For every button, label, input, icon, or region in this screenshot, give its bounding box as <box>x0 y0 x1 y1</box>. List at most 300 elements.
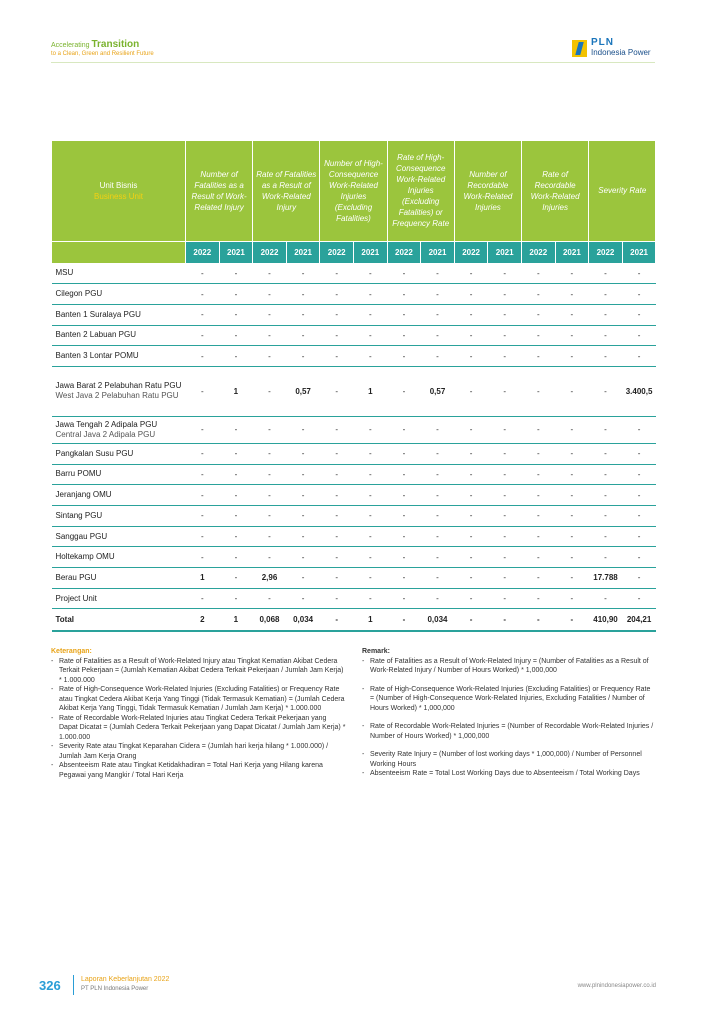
logo-sub: Indonesia Power <box>591 48 651 57</box>
value-cell: - <box>454 568 488 589</box>
value-cell: - <box>488 464 522 485</box>
col-header: Rate of High-Consequence Work-Related Injuries (Excluding Fatalities) or Frequency Rate <box>387 141 454 241</box>
value-cell: - <box>186 464 220 485</box>
value-cell: - <box>253 464 287 485</box>
value-cell: - <box>521 609 555 631</box>
k3-injury-table <box>51 141 656 632</box>
value-cell: - <box>354 443 388 464</box>
value-cell: - <box>354 304 388 325</box>
value-cell: - <box>589 464 623 485</box>
col-header: Severity Rate <box>589 141 656 241</box>
value-cell: - <box>555 506 589 527</box>
note-item: - Rate of Fatalities as a Result of Work-Related Injury = (Number of Fatalities as a Result of Work-Related Injury / Number of Hours Worked) * 1,000,000 <box>362 657 656 676</box>
value-cell: - <box>286 443 320 464</box>
value-cell: - <box>454 485 488 506</box>
value-cell: - <box>320 366 354 416</box>
year-header-row <box>52 241 656 263</box>
value-cell: - <box>488 547 522 568</box>
value-cell: - <box>421 568 455 589</box>
value-cell: - <box>521 464 555 485</box>
value-cell: - <box>354 325 388 346</box>
value-cell: - <box>219 304 253 325</box>
value-cell: - <box>219 263 253 284</box>
table-row <box>52 464 656 485</box>
value-cell: - <box>253 263 287 284</box>
value-cell: - <box>387 416 421 443</box>
value-cell: - <box>521 284 555 305</box>
value-cell: - <box>186 485 220 506</box>
tagline-line2: to a Clean, Green and Resilient Future <box>51 51 154 57</box>
value-cell: - <box>320 609 354 631</box>
value-cell: - <box>387 346 421 367</box>
note-item: - Absenteeism Rate atau Tingkat Ketidakhadiran = Total Hari Kerja yang Hilang karena Pegawai yang Mangkir / Total Hari Kerja <box>51 761 346 780</box>
value-cell: - <box>387 547 421 568</box>
value-cell: - <box>219 325 253 346</box>
value-cell: - <box>454 366 488 416</box>
year-header: 2021 <box>488 241 522 263</box>
value-cell: - <box>454 325 488 346</box>
value-cell: - <box>186 526 220 547</box>
value-cell: - <box>253 416 287 443</box>
notes-indonesian <box>51 647 346 780</box>
value-cell: - <box>589 346 623 367</box>
value-cell: - <box>421 485 455 506</box>
unit-name-cell <box>52 506 186 527</box>
year-header: 2021 <box>622 241 656 263</box>
unit-name: Cilegon PGU <box>55 289 103 299</box>
value-cell: - <box>186 443 220 464</box>
value-cell: - <box>320 416 354 443</box>
unit-name: Holtekamp OMU <box>55 552 115 562</box>
value-cell: - <box>354 346 388 367</box>
value-cell: - <box>186 263 220 284</box>
value-cell: - <box>186 304 220 325</box>
unit-name-cell <box>52 547 186 568</box>
value-cell: - <box>622 443 656 464</box>
value-cell: - <box>219 485 253 506</box>
value-cell: - <box>387 506 421 527</box>
value-cell: - <box>589 443 623 464</box>
table-row <box>52 346 656 367</box>
value-cell: - <box>320 526 354 547</box>
unit-name: Barru POMU <box>55 469 102 479</box>
unit-name-cell <box>52 304 186 325</box>
value-cell: - <box>622 588 656 609</box>
table-row <box>52 609 656 631</box>
note-item: - Rate of Fatalities as a Result of Work-Related Injury atau Tingkat Kematian Akibat Cedera Terkait Pekerjaan = (Jumlah Kematian Akibat Cedera Terkait Pekerjaan / Jumlah Jam Kerja) * 1.000.000 <box>51 657 346 686</box>
value-cell: - <box>555 568 589 589</box>
table-row <box>52 366 656 416</box>
website-url: www.plnindonesiapower.co.id <box>577 983 656 989</box>
value-cell: - <box>589 547 623 568</box>
table-row <box>52 568 656 589</box>
col-header: Rate of Recordable Work-Related Injuries <box>521 141 588 241</box>
value-cell: - <box>219 506 253 527</box>
value-cell: - <box>354 263 388 284</box>
value-cell: - <box>286 526 320 547</box>
value-cell: - <box>488 366 522 416</box>
value-cell: - <box>286 416 320 443</box>
note-item: - Rate of High-Consequence Work-Related Injuries (Excluding Fatalities) or Frequency Rate atau Tingkat Cedera Akibat Kerja Yang Tinggi (Tidak Termasuk Kematian) = (Jumlah Cedera Akibat Kerja Yang Tinggi, Tidak Termasuk Kematian / Jumlah Jam Kerja) * 1.000.000 <box>51 685 346 714</box>
value-cell: - <box>219 547 253 568</box>
value-cell: - <box>521 588 555 609</box>
value-cell: 204,21 <box>622 609 656 631</box>
value-cell: - <box>387 263 421 284</box>
value-cell: - <box>589 284 623 305</box>
value-cell: - <box>421 464 455 485</box>
value-cell: - <box>320 263 354 284</box>
value-cell: - <box>219 464 253 485</box>
value-cell: - <box>622 416 656 443</box>
table-row <box>52 416 656 443</box>
value-cell: - <box>354 416 388 443</box>
value-cell: - <box>589 588 623 609</box>
value-cell: - <box>521 263 555 284</box>
unit-name: Banten 2 Labuan PGU <box>55 330 137 340</box>
year-header: 2021 <box>219 241 253 263</box>
value-cell: - <box>421 304 455 325</box>
header-divider <box>51 62 655 63</box>
value-cell: - <box>454 416 488 443</box>
value-cell: - <box>589 263 623 284</box>
value-cell: - <box>555 464 589 485</box>
table-row <box>52 588 656 609</box>
value-cell: 1 <box>354 366 388 416</box>
tagline-prefix: Accelerating <box>51 42 90 49</box>
value-cell: - <box>286 588 320 609</box>
value-cell: - <box>320 547 354 568</box>
value-cell: - <box>320 304 354 325</box>
tagline-word: Transition <box>91 39 140 50</box>
value-cell: - <box>454 263 488 284</box>
value-cell: - <box>555 526 589 547</box>
year-header: 2022 <box>253 241 287 263</box>
value-cell: - <box>589 416 623 443</box>
value-cell: 1 <box>186 568 220 589</box>
unit-name: Sanggau PGU <box>55 531 108 541</box>
value-cell: - <box>555 547 589 568</box>
value-cell: - <box>589 485 623 506</box>
value-cell: - <box>354 485 388 506</box>
value-cell: 0,034 <box>421 609 455 631</box>
value-cell: - <box>186 346 220 367</box>
table-row <box>52 304 656 325</box>
value-cell: - <box>253 506 287 527</box>
year-header: 2021 <box>421 241 455 263</box>
table-row <box>52 263 656 284</box>
table-row <box>52 443 656 464</box>
business-unit-header: Unit Bisnis Business Unit <box>52 141 186 241</box>
value-cell: - <box>354 588 388 609</box>
value-cell: - <box>521 366 555 416</box>
value-cell: - <box>253 325 287 346</box>
col-header: Number of Recordable Work-Related Injuries <box>454 141 521 241</box>
value-cell: - <box>354 568 388 589</box>
value-cell: - <box>555 609 589 631</box>
value-cell: - <box>320 325 354 346</box>
value-cell: - <box>521 416 555 443</box>
value-cell: - <box>488 416 522 443</box>
value-cell: - <box>488 485 522 506</box>
year-header: 2021 <box>555 241 589 263</box>
year-header: 2022 <box>387 241 421 263</box>
value-cell: - <box>354 526 388 547</box>
value-cell: - <box>354 284 388 305</box>
value-cell: - <box>387 526 421 547</box>
value-cell: 0,57 <box>286 366 320 416</box>
table-body <box>52 263 656 631</box>
value-cell: - <box>320 346 354 367</box>
value-cell: - <box>219 284 253 305</box>
value-cell: - <box>488 609 522 631</box>
value-cell: - <box>454 547 488 568</box>
value-cell: - <box>589 304 623 325</box>
value-cell: 2,96 <box>253 568 287 589</box>
notes-english <box>362 647 656 779</box>
value-cell: - <box>521 526 555 547</box>
value-cell: - <box>555 304 589 325</box>
value-cell: - <box>488 346 522 367</box>
unit-name: Total <box>55 614 75 624</box>
unit-name: Jeranjang OMU <box>55 490 112 500</box>
value-cell: - <box>320 506 354 527</box>
header-tagline <box>51 40 154 59</box>
value-cell: - <box>622 568 656 589</box>
value-cell: - <box>186 325 220 346</box>
value-cell: - <box>286 304 320 325</box>
value-cell: - <box>219 346 253 367</box>
value-cell: - <box>555 284 589 305</box>
value-cell: - <box>454 284 488 305</box>
value-cell: - <box>521 485 555 506</box>
value-cell: - <box>253 284 287 305</box>
value-cell: - <box>421 325 455 346</box>
value-cell: - <box>454 443 488 464</box>
value-cell: - <box>387 609 421 631</box>
unit-name-cell <box>52 263 186 284</box>
page-number: 326 <box>39 978 61 993</box>
unit-name-cell <box>52 526 186 547</box>
value-cell: - <box>320 464 354 485</box>
value-cell: - <box>622 547 656 568</box>
notes-title: Remark: <box>362 648 391 655</box>
value-cell: - <box>454 464 488 485</box>
value-cell: - <box>186 284 220 305</box>
value-cell: - <box>253 485 287 506</box>
value-cell: - <box>555 443 589 464</box>
value-cell: - <box>253 526 287 547</box>
value-cell: - <box>488 588 522 609</box>
value-cell: - <box>219 443 253 464</box>
value-cell: - <box>488 526 522 547</box>
logo-name: PLN <box>591 37 614 48</box>
value-cell: - <box>286 485 320 506</box>
unit-name: MSU <box>55 268 74 278</box>
unit-name-cell <box>52 485 186 506</box>
value-cell: - <box>253 547 287 568</box>
note-item: - Rate of Recordable Work-Related Injuries = (Number of Recordable Work-Related Injuries / Number of Hours Worked) * 1,000,000 <box>362 722 656 741</box>
value-cell: - <box>555 346 589 367</box>
value-cell: - <box>589 325 623 346</box>
value-cell: - <box>555 325 589 346</box>
unit-name: Pangkalan Susu PGU <box>55 448 134 458</box>
value-cell: - <box>454 346 488 367</box>
value-cell: - <box>286 284 320 305</box>
value-cell: - <box>521 506 555 527</box>
value-cell: - <box>488 443 522 464</box>
unit-name-cell <box>52 325 186 346</box>
value-cell: - <box>488 284 522 305</box>
unit-name: Project Unit <box>55 593 97 603</box>
year-header: 2021 <box>286 241 320 263</box>
lightning-logo-icon <box>572 40 587 57</box>
note-item: - Rate of Recordable Work-Related Injuries atau Tingkat Cedera Terkait Pekerjaan yang Dapat Dicatat = (Jumlah Cedera Terkait Pekerjaan yang Dapat Dicatat / Jumlah Jam Kerja) * 1.000.000 <box>51 714 346 743</box>
value-cell: - <box>421 284 455 305</box>
value-cell: - <box>387 366 421 416</box>
unit-name-cell <box>52 568 186 589</box>
table-row <box>52 526 656 547</box>
value-cell: - <box>186 506 220 527</box>
value-cell: - <box>454 506 488 527</box>
value-cell: 0,57 <box>421 366 455 416</box>
value-cell: - <box>421 416 455 443</box>
note-item: - Absenteeism Rate = Total Lost Working Days due to Absenteeism / Total Working Days <box>362 769 656 779</box>
value-cell: - <box>488 568 522 589</box>
value-cell: 1 <box>219 366 253 416</box>
value-cell: - <box>421 263 455 284</box>
unit-name-cell <box>52 609 186 631</box>
value-cell: - <box>421 506 455 527</box>
value-cell: - <box>286 263 320 284</box>
value-cell: - <box>387 443 421 464</box>
value-cell: - <box>253 588 287 609</box>
value-cell: - <box>521 346 555 367</box>
unit-name-cell <box>52 464 186 485</box>
year-header: 2022 <box>454 241 488 263</box>
unit-name-cell <box>52 366 186 416</box>
value-cell: - <box>521 325 555 346</box>
value-cell: - <box>421 588 455 609</box>
value-cell: - <box>555 416 589 443</box>
value-cell: 1 <box>354 609 388 631</box>
notes-title: Keterangan: <box>51 648 92 655</box>
value-cell: - <box>253 443 287 464</box>
value-cell: 17.788 <box>589 568 623 589</box>
col-header: Rate of Fatalities as a Result of Work-Related Injury <box>253 141 320 241</box>
value-cell: - <box>219 526 253 547</box>
value-cell: - <box>622 506 656 527</box>
unit-name: Banten 1 Suralaya PGU <box>55 309 141 319</box>
value-cell: - <box>622 485 656 506</box>
table-row <box>52 485 656 506</box>
unit-name-en: Central Java 2 Adipala PGU <box>55 429 156 439</box>
unit-name-cell <box>52 588 186 609</box>
note-item: - Severity Rate atau Tingkat Keparahan Cidera = (Jumlah hari kerja hilang * 1.000.000) / Jumlah Jam Kerja Orang <box>51 742 346 761</box>
value-cell: - <box>286 568 320 589</box>
value-cell: - <box>622 304 656 325</box>
value-cell: - <box>219 588 253 609</box>
value-cell: - <box>286 464 320 485</box>
year-header: 2022 <box>589 241 623 263</box>
value-cell: 0,034 <box>286 609 320 631</box>
value-cell: - <box>186 416 220 443</box>
value-cell: - <box>387 304 421 325</box>
value-cell: - <box>421 526 455 547</box>
unit-name: Jawa Barat 2 Pelabuhan Ratu PGU <box>55 381 182 391</box>
value-cell: - <box>286 506 320 527</box>
value-cell: - <box>555 263 589 284</box>
unit-name: Sintang PGU <box>55 510 103 520</box>
value-cell: - <box>555 366 589 416</box>
year-header: 2022 <box>521 241 555 263</box>
value-cell: - <box>589 526 623 547</box>
value-cell: - <box>454 609 488 631</box>
value-cell: - <box>354 506 388 527</box>
value-cell: - <box>521 547 555 568</box>
value-cell: - <box>186 366 220 416</box>
value-cell: - <box>286 547 320 568</box>
value-cell: - <box>622 464 656 485</box>
value-cell: - <box>253 346 287 367</box>
value-cell: - <box>219 568 253 589</box>
unit-name-en: West Java 2 Pelabuhan Ratu PGU <box>55 391 179 401</box>
value-cell: - <box>320 485 354 506</box>
unit-name: Berau PGU <box>55 572 97 582</box>
value-cell: - <box>488 506 522 527</box>
report-title: Laporan Keberlanjutan 2022 <box>81 976 170 983</box>
unit-name-cell <box>52 284 186 305</box>
table-row <box>52 547 656 568</box>
value-cell: - <box>253 366 287 416</box>
notes-list <box>51 657 346 781</box>
note-item: - Severity Rate Injury = (Number of lost working days * 1,000,000) / Number of Personnel Working Hours <box>362 750 656 769</box>
note-item: - Rate of High-Consequence Work-Related Injuries (Excluding Fatalities) or Frequency Rate = (Number of High-Consequence Work-Related Injuries, Excluding Fatalities / Number of Hours Worked) * 1,000,000 <box>362 685 656 714</box>
value-cell: - <box>387 568 421 589</box>
value-cell: - <box>253 304 287 325</box>
unit-name-cell <box>52 443 186 464</box>
value-cell: - <box>186 547 220 568</box>
value-cell: - <box>521 568 555 589</box>
value-cell: - <box>286 346 320 367</box>
unit-name-cell <box>52 416 186 443</box>
year-header: 2022 <box>186 241 220 263</box>
value-cell: - <box>219 416 253 443</box>
value-cell: - <box>622 526 656 547</box>
value-cell: - <box>589 366 623 416</box>
year-header: 2021 <box>354 241 388 263</box>
value-cell: - <box>521 443 555 464</box>
table-row <box>52 325 656 346</box>
value-cell: - <box>589 506 623 527</box>
value-cell: - <box>421 346 455 367</box>
footer-divider <box>73 975 74 995</box>
value-cell: - <box>387 588 421 609</box>
value-cell: - <box>421 547 455 568</box>
value-cell: - <box>354 547 388 568</box>
value-cell: - <box>622 263 656 284</box>
unit-name-cell <box>52 346 186 367</box>
company-name: PT PLN Indonesia Power <box>81 986 149 992</box>
unit-name: Banten 3 Lontar POMU <box>55 351 139 361</box>
table-row <box>52 284 656 305</box>
company-logo <box>572 38 651 58</box>
value-cell: - <box>387 485 421 506</box>
value-cell: - <box>186 588 220 609</box>
value-cell: - <box>387 464 421 485</box>
year-header: 2022 <box>320 241 354 263</box>
value-cell: - <box>320 568 354 589</box>
value-cell: 2 <box>186 609 220 631</box>
